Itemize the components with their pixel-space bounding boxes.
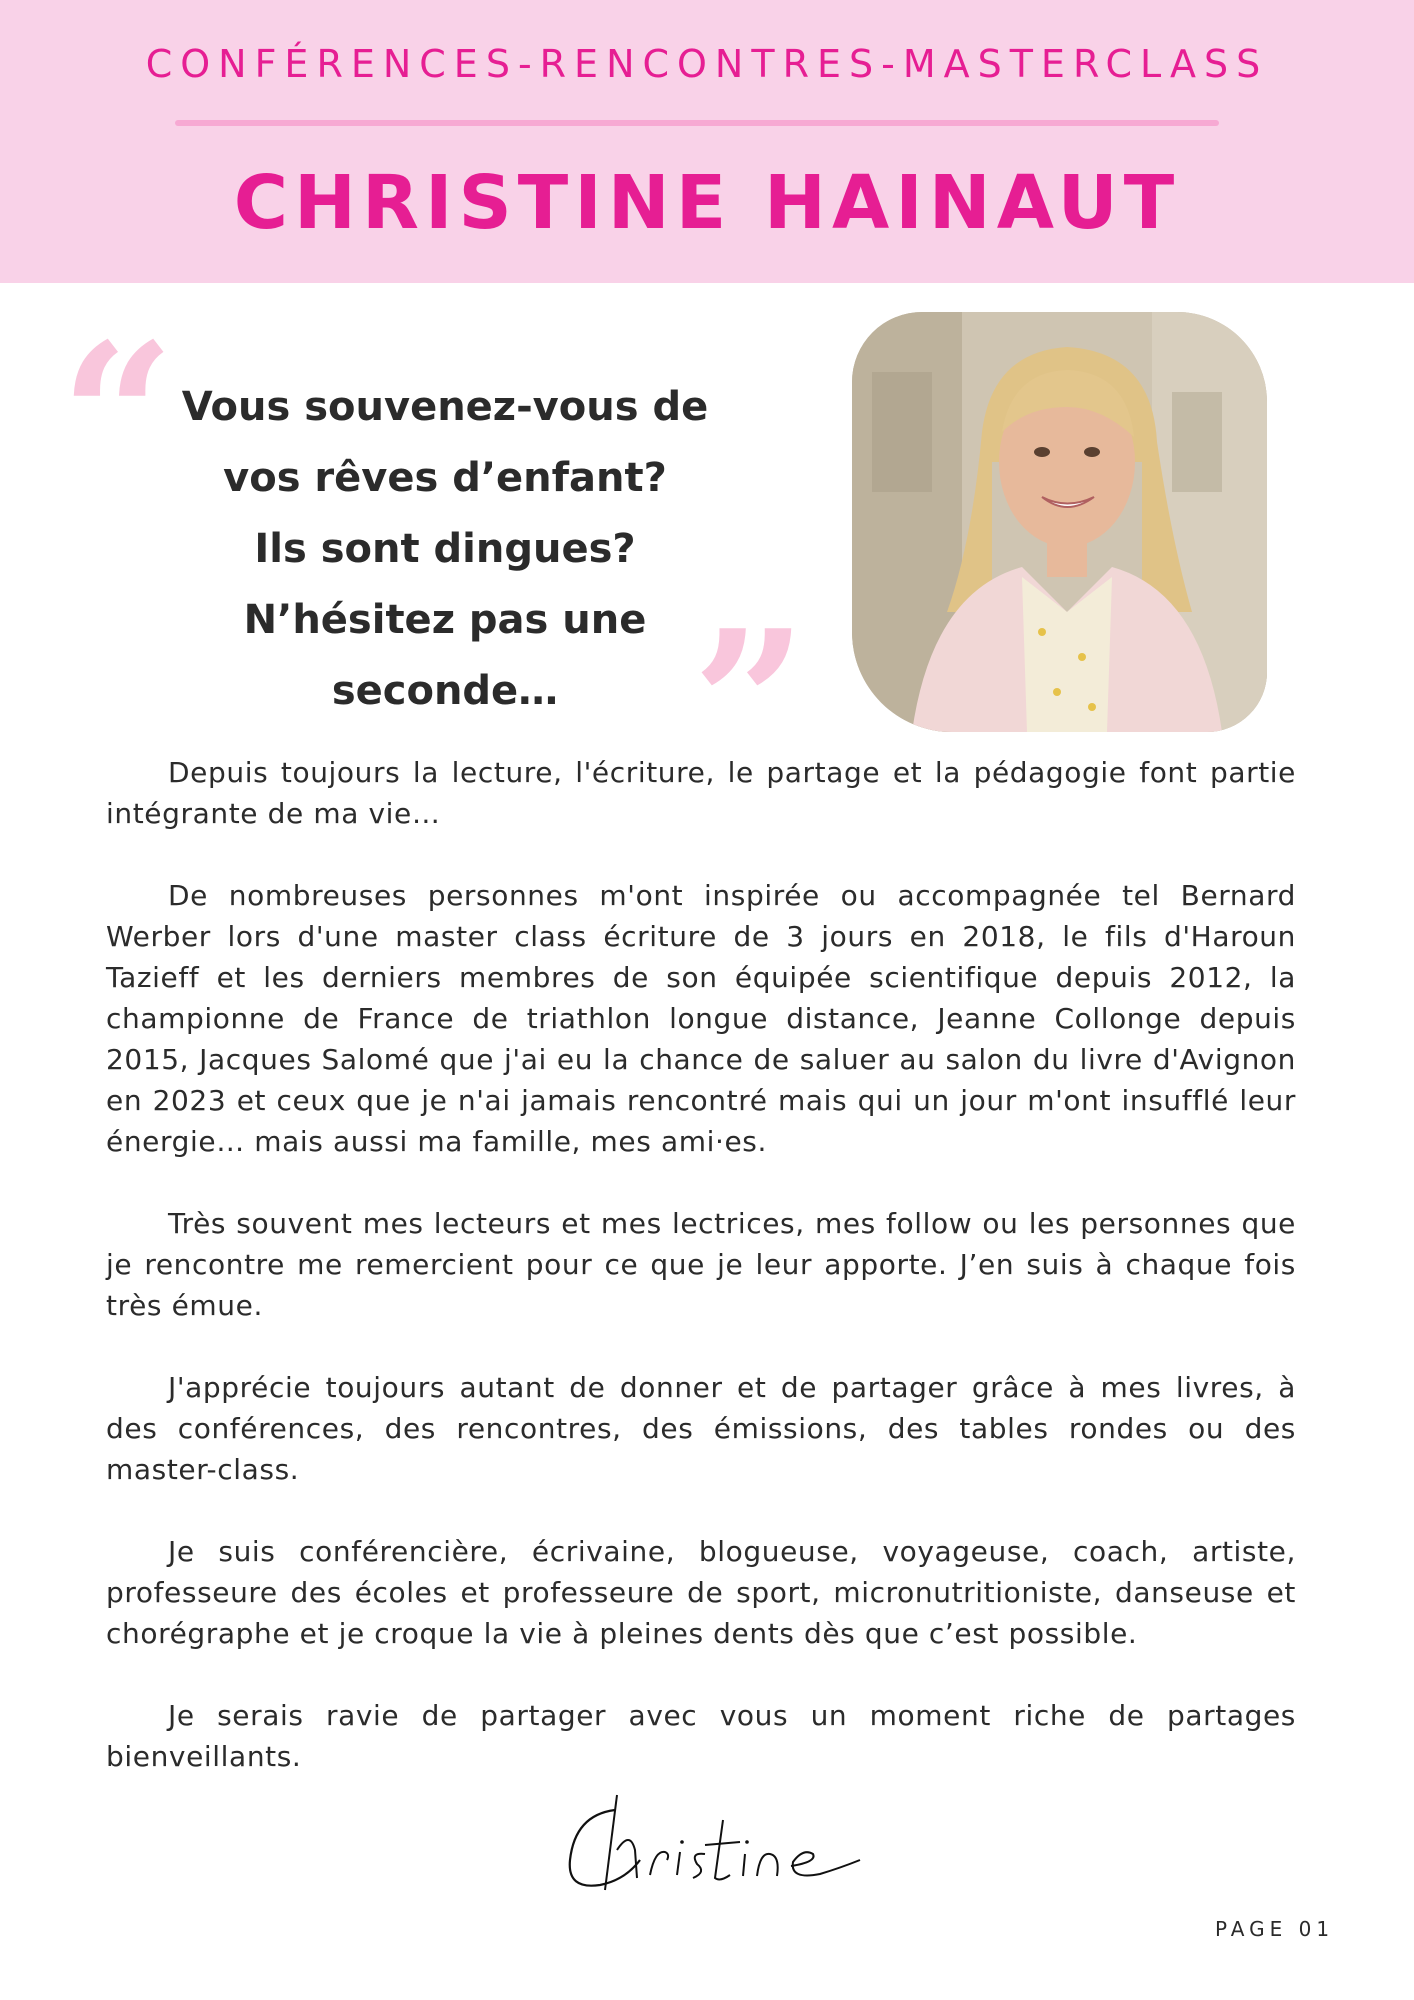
quote-line: vos rêves d’enfant? xyxy=(223,455,667,501)
quote-line: N’hésitez pas une xyxy=(243,597,647,643)
author-name: CHRISTINE HAINAUT xyxy=(233,160,1181,246)
paragraph: Je suis conférencière, écrivaine, blogueuse, voyageuse, coach, artiste, professeure des écoles et professeure de sport, micronutritioniste, danseuse et chorégraphe et je croque la vie à pleines dents dès que c’est possible. xyxy=(106,1535,1296,1650)
open-quote-mark: “ xyxy=(60,300,176,535)
paragraph: Je serais ravie de partager avec vous un moment riche de partages bienveillants. xyxy=(106,1699,1296,1773)
header-band xyxy=(0,0,1414,283)
quote-text xyxy=(130,372,760,727)
paragraph: De nombreuses personnes m'ont inspirée ou accompagnée tel Bernard Werber lors d'une master class écriture de 3 jours en 2018, le fils d'Haroun Tazieff et les derniers membres de son équipée scientifique depuis 2012, la championne de France de triathlon longue distance, Jeanne Collonge depuis 2015, Jacques Salomé que j'ai eu la chance de saluer au salon du livre d'Avignon en 2023 et ceux que je n'ai jamais rencontré mais qui un jour m'ont insufflé leur énergie… mais aussi ma famille, mes ami·es. xyxy=(106,879,1296,1158)
paragraph: J'apprécie toujours autant de donner et de partager grâce à mes livres, à des conférences, des rencontres, des émissions, des tables rondes ou des master-class. xyxy=(106,1371,1296,1486)
portrait-illustration xyxy=(852,312,1267,732)
portrait-photo xyxy=(852,312,1267,732)
quote-line: seconde… xyxy=(331,668,559,714)
signature-icon xyxy=(555,1790,875,1900)
body-text xyxy=(106,752,1296,1818)
paragraph: Depuis toujours la lecture, l'écriture, le partage et la pédagogie font partie intégrante de ma vie… xyxy=(106,756,1296,830)
close-quote-mark: ” xyxy=(692,587,808,822)
page-number: PAGE 01 xyxy=(1215,1917,1335,1941)
header-kicker: CONFÉRENCES-RENCONTRES-MASTERCLASS xyxy=(145,42,1269,86)
handwritten-signature xyxy=(555,1790,875,1900)
header-divider xyxy=(175,120,1219,126)
paragraph: Très souvent mes lecteurs et mes lectrices, mes follow ou les personnes que je rencontre me remercient pour ce que je leur apporte. J’en suis à chaque fois très émue. xyxy=(106,1207,1296,1322)
quote-line: Vous souvenez-vous de xyxy=(181,384,709,430)
quote-line: Ils sont dingues? xyxy=(254,526,636,572)
